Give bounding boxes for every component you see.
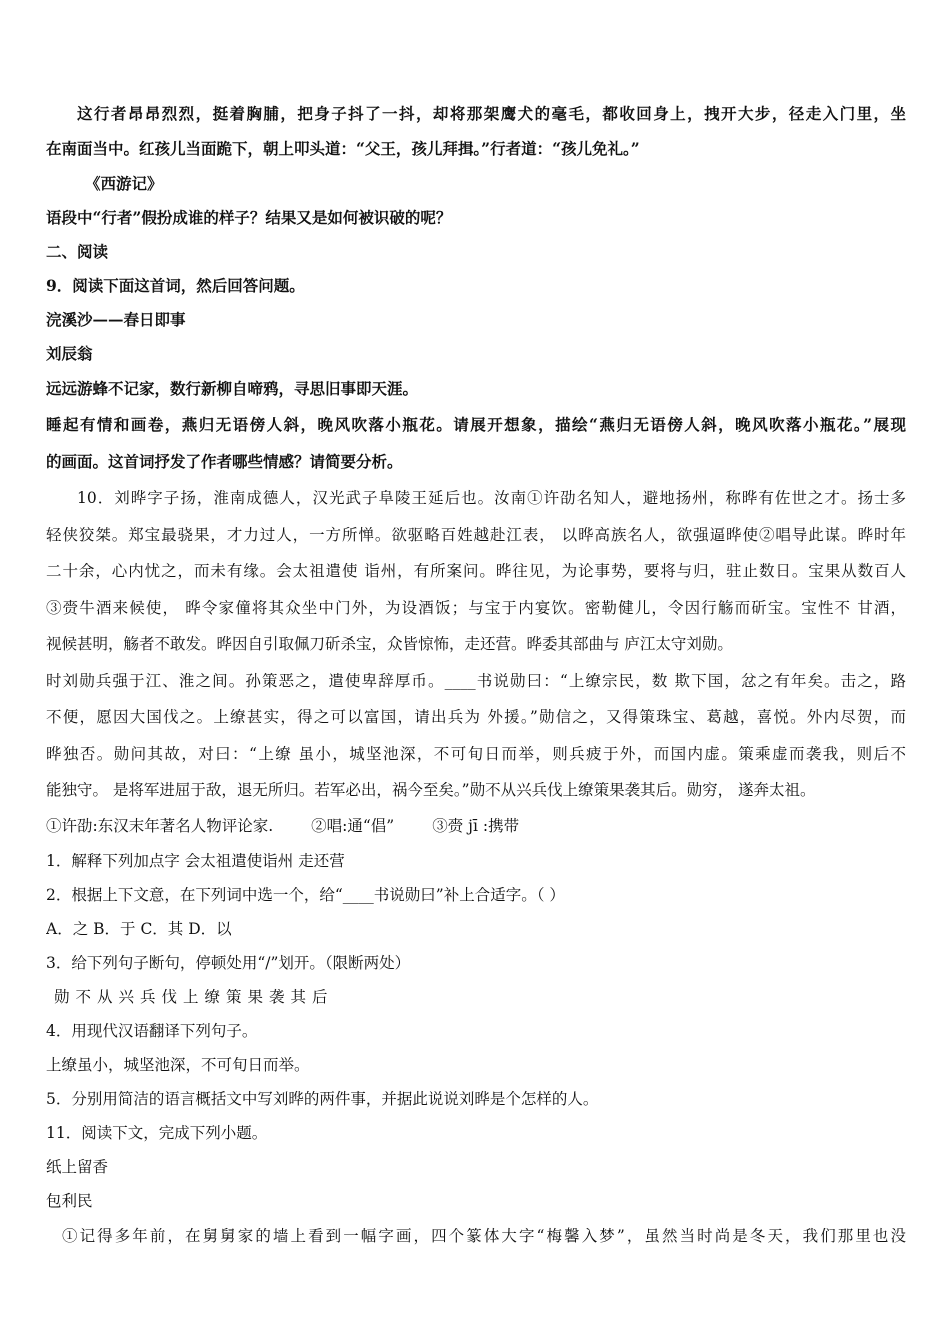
section-heading: 二、阅读 [46, 242, 109, 261]
document-page [46, 96, 906, 1254]
poem-line: 的画面。这首词抒发了作者哪些情感？请简要分析。 [46, 451, 403, 471]
footnote-3: ③赍 jī :携带 [432, 816, 520, 835]
footnote-1: ①许劭:东汉末年著名人物评论家. [46, 816, 274, 835]
q10-passage-line: 不便，愿因大国伐之。上缭甚实，得之可以富国，请出兵为 外援。”勋信之，又得策珠宝、葛越，喜悦。外内尽贺，而 [46, 708, 906, 726]
q10-passage-line: 时刘勋兵强于江、淮之间。孙策恶之，遣使卑辞厚币。____书说勋曰：“上缭宗民，数 欺下国，忿之有年矣。击之，路 [46, 671, 906, 690]
footnote-2: ②唱:通“倡” [311, 816, 395, 835]
q10-passage-line: 轻侠狡桀。郑宝最骁果，才力过人，一方所惮。欲驱略百姓越赴江表， 以晔高族名人，欲强逼晔使②唱导此谋。晔时年 [46, 525, 906, 544]
poem-line: 睡起有情和画卷，燕归无语傍人斜，晚风吹落小瓶花。请展开想象，描绘“燕归无语傍人斜，晚风吹落小瓶花。”展现 [46, 415, 906, 434]
poem-line: 远远游蜂不记家，数行新柳自啼鸦，寻思旧事即天涯。 [46, 378, 419, 398]
q10-sub-question-2: 2．根据上下文意，在下列词中选一个，给“____书说勋曰”补上合适字。（ ） [46, 885, 565, 904]
q11-title: 11．阅读下文，完成下列小题。 [46, 1123, 268, 1142]
article-paragraph-line: ①记得多年前，在舅舅家的墙上看到一幅字画，四个篆体大字“梅馨入梦”，虽然当时尚是冬天，我们那里也没 [62, 1226, 906, 1245]
q10-sub-question-3: 3．给下列句子断句，停顿处用“/”划开。（限断两处） [46, 953, 411, 972]
q10-sub-question-2-options: A．之 B．于 C．其 D．以 [46, 919, 232, 938]
q10-passage-line: 10．刘晔字子扬，淮南成德人，汉光武子阜陵王延后也。汝南①许劭名知人，避地扬州，称晔有佐世之才。扬士多 [77, 489, 906, 507]
q9-title: 9．阅读下面这首词，然后回答问题。 [46, 275, 305, 295]
xiyouji-paragraph-line: 这行者昂昂烈烈，挺着胸脯，把身子抖了一抖，却将那架鹰犬的毫毛，都收回身上，拽开大步，径走入门里，坐 [77, 104, 906, 123]
q10-sub-question-4: 4．用现代汉语翻译下列句子。 [46, 1021, 258, 1040]
poem-title: 浣溪沙——春日即事 [46, 309, 186, 329]
footnotes [46, 809, 906, 844]
q10-passage-line: ③赍牛酒来候使， 晔令家僮将其众坐中门外，为设酒饭；与宝于内宴饮。密勒健儿，令因行觞而斫宝。宝性不 甘酒， [46, 598, 906, 617]
poem-author: 刘辰翁 [46, 343, 93, 363]
q10-passage-line: 晔独否。勋问其故，对曰：“上缭 虽小，城坚池深，不可旬日而举，则兵疲于外，而国内虚。策乘虚而袭我，则后不 [46, 744, 906, 763]
q10-passage-line: 视候甚明，觞者不敢发。晔因自引取佩刀斫杀宝，众皆惊怖，走还营。晔委其部曲与 庐江太守刘勋。 [46, 635, 733, 653]
q10-sub-question-1: 1．解释下列加点字 会太祖遣使诣州 走还营 [46, 851, 345, 870]
article-author: 包利民 [46, 1191, 93, 1210]
xiyouji-source: 《西游记》 [85, 174, 163, 193]
q10-sub-question-5: 5．分别用简洁的语言概括文中写刘晔的两件事，并据此说说刘晔是个怎样的人。 [46, 1089, 599, 1108]
q10-sub-question-3-sentence: 勋不从兴兵伐上缭策果袭其后 [54, 987, 334, 1006]
xiyouji-paragraph-line: 在南面当中。红孩儿当面跪下，朝上叩头道：“父王，孩儿拜揖。”行者道：“孩儿免礼。” [46, 139, 640, 158]
article-title: 纸上留香 [46, 1157, 109, 1176]
xiyouji-question: 语段中“行者”假扮成谁的样子？结果又是如何被识破的呢？ [46, 208, 452, 227]
q10-passage-line: 二十余，心内忧之，而未有缘。会太祖遣使 诣州，有所案问。晔往见，为论事势，要将与归，驻止数日。宝果从数百人 [46, 562, 906, 580]
q10-sub-question-4-sentence: 上缭虽小，城坚池深，不可旬日而举。 [46, 1055, 310, 1074]
q10-passage-line: 能独守。 是将军进屈于敌，退无所归。若军必出，祸今至矣。”勋不从兴兵伐上缭策果袭其后。勋穷， 遂奔太祖。 [46, 781, 816, 799]
